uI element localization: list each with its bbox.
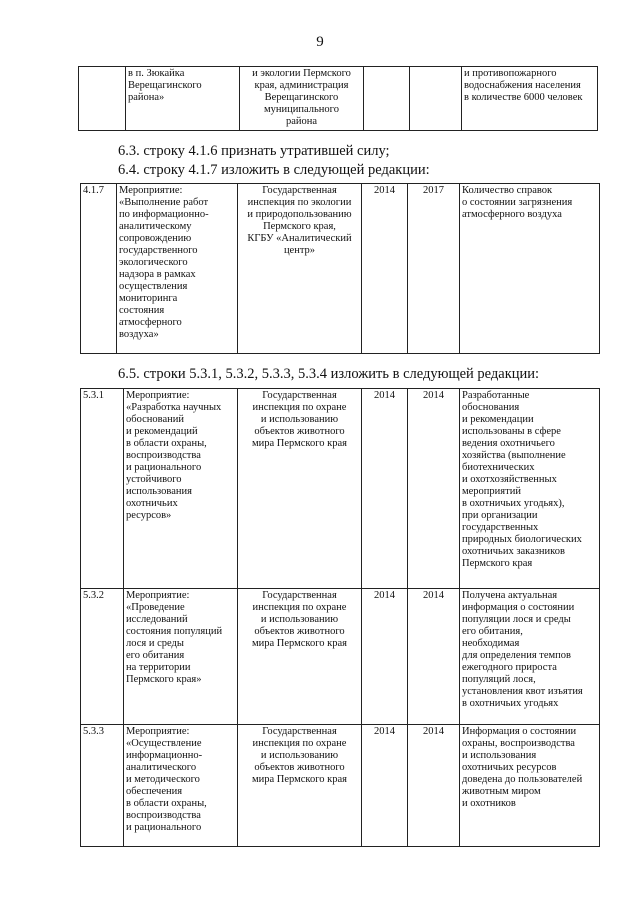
executor: Государственная инспекция по экологии и природопользованию Пермского края, КГБУ «Аналитический центр» — [238, 184, 362, 354]
table-row — [79, 67, 598, 131]
row-number: 5.3.2 — [81, 589, 124, 725]
measure-name: Мероприятие: «Проведение исследований состояния популяций лося и среды его обитания на территории Пермского края» — [124, 589, 238, 725]
start-year — [364, 67, 410, 131]
paragraph-6-5: 6.5. строки 5.3.1, 5.3.2, 5.3.3, 5.3.4 изложить в следующей редакции: — [118, 366, 540, 382]
measure-name: Мероприятие: «Осуществление информационно- аналитического и методического обеспечения в области охраны, воспроизводства и рационального — [124, 725, 238, 847]
end-year — [410, 67, 462, 131]
expected-result: и противопожарного водоснабжения населения в количестве 6000 человек — [462, 67, 598, 131]
table-row — [81, 589, 600, 725]
table-rows-5-3 — [80, 388, 600, 847]
page-number: 9 — [316, 34, 324, 50]
measure-name: в п. Зюкайка Верещагинского района» — [126, 67, 240, 131]
paragraph-6-3: 6.3. строку 4.1.6 признать утратившей силу; — [118, 143, 390, 159]
start-year: 2014 — [362, 589, 408, 725]
measure-name: Мероприятие: «Разработка научных обоснований и рекомендаций в области охраны, воспроизводства и рационального устойчивого использования охотничьих ресурсов» — [124, 389, 238, 589]
executor: Государственная инспекция по охране и использованию объектов животного мира Пермского края — [238, 389, 362, 589]
executor: и экологии Пермского края, администрация Верещагинского муниципального района — [240, 67, 364, 131]
expected-result: Информация о состоянии охраны, воспроизводства и использования охотничьих ресурсов доведена до пользователей животным миром и охотников — [460, 725, 600, 847]
start-year: 2014 — [362, 389, 408, 589]
executor: Государственная инспекция по охране и использованию объектов животного мира Пермского края — [238, 725, 362, 847]
row-number: 5.3.1 — [81, 389, 124, 589]
expected-result: Получена актуальная информация о состоянии популяции лося и среды его обитания, необходимая для определения темпов ежегодного прироста популяций лося, установления квот изъятия в охотничьих угодьях — [460, 589, 600, 725]
continued-table — [78, 66, 598, 131]
row-number: 4.1.7 — [81, 184, 117, 354]
start-year: 2014 — [362, 725, 408, 847]
table-row — [81, 184, 600, 354]
expected-result: Количество справок о состоянии загрязнения атмосферного воздуха — [460, 184, 600, 354]
executor: Государственная инспекция по охране и использованию объектов животного мира Пермского края — [238, 589, 362, 725]
end-year: 2017 — [408, 184, 460, 354]
measure-name: Мероприятие: «Выполнение работ по информационно- аналитическому сопровождению государственного экологического надзора в рамках осуществления мониторинга состояния атмосферного воздуха» — [117, 184, 238, 354]
end-year: 2014 — [408, 725, 460, 847]
table-row-4-1-7 — [80, 183, 600, 354]
row-number — [79, 67, 126, 131]
table-row — [81, 389, 600, 589]
row-number: 5.3.3 — [81, 725, 124, 847]
end-year: 2014 — [408, 389, 460, 589]
table-row — [81, 725, 600, 847]
end-year: 2014 — [408, 589, 460, 725]
paragraph-6-4: 6.4. строку 4.1.7 изложить в следующей редакции: — [118, 162, 430, 178]
start-year: 2014 — [362, 184, 408, 354]
expected-result: Разработанные обоснования и рекомендации использованы в сфере ведения охотничьего хозяйства (выполнение биотехнических и охотхозяйственных мероприятий в охотничьих угодьях), при организации государственных природных биологических охотничьих заказников Пермского края — [460, 389, 600, 589]
